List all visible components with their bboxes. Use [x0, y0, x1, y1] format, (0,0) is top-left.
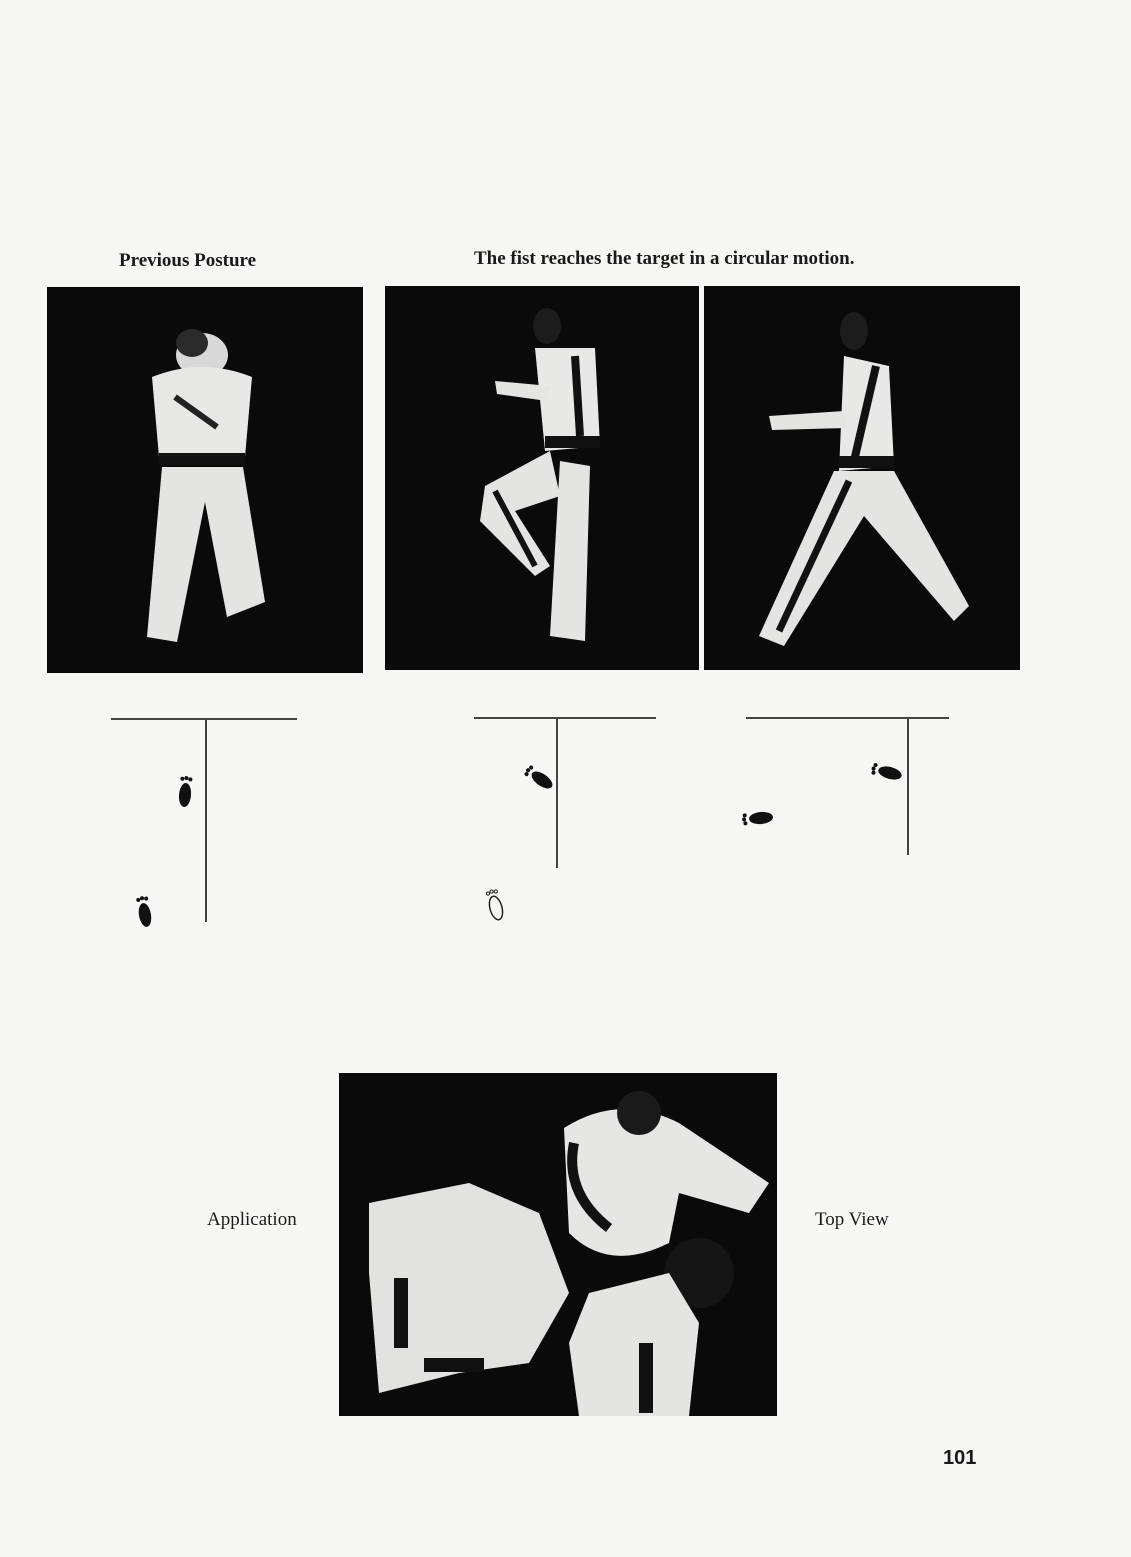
motion-caption: The fist reaches the target in a circular motion. — [474, 248, 855, 269]
motion-photo-2 — [704, 286, 1020, 670]
practitioner-back-figure — [47, 287, 363, 673]
stance-diagram-2 — [470, 710, 670, 940]
stance-diagram-1 — [105, 710, 305, 940]
left-footprint-icon — [742, 811, 774, 826]
previous-posture-photo — [47, 287, 363, 673]
stance-diagram-3 — [735, 705, 955, 865]
sparring-top-view-figures — [339, 1073, 777, 1416]
top-view-caption: Top View — [815, 1209, 889, 1230]
right-footprint-icon — [178, 776, 193, 808]
application-caption: Application — [207, 1209, 297, 1230]
motion-photo-1 — [385, 286, 699, 670]
previous-posture-caption: Previous Posture — [119, 250, 257, 271]
outline-footprint-icon — [485, 888, 505, 921]
practitioner-stepping-punch-figure — [704, 286, 1020, 670]
right-footprint-icon — [870, 762, 903, 782]
left-footprint-icon — [136, 895, 153, 928]
practitioner-knee-raised-figure — [385, 286, 699, 670]
right-footprint-icon — [523, 764, 555, 792]
application-photo — [339, 1073, 777, 1416]
page-number: 101 — [943, 1447, 977, 1469]
